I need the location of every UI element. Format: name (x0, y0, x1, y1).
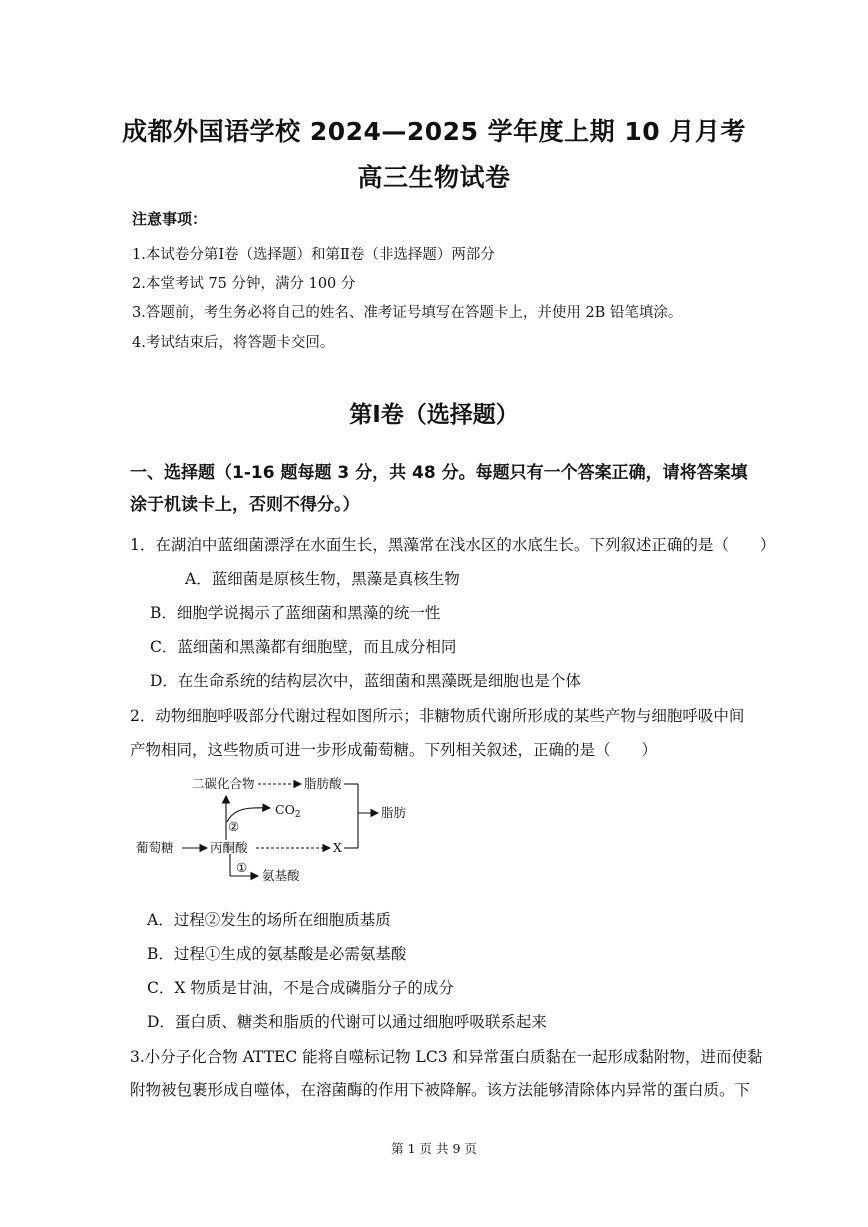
question-1-option-a: A．蓝细菌是原核生物，黑藻是真核生物 (185, 570, 460, 588)
question-1-option-d: D．在生命系统的结构层次中，蓝细菌和黑藻既是细胞也是个体 (150, 672, 581, 690)
metabolism-diagram (130, 770, 420, 890)
diagram-label-pyruvate: 丙酮酸 (210, 840, 248, 855)
question-1-option-b: B．细胞学说揭示了蓝细菌和黑藻的统一性 (150, 604, 441, 622)
note-item: 1.本试卷分第Ⅰ卷（选择题）和第Ⅱ卷（非选择题）两部分 (132, 247, 495, 263)
diagram-label-fat: 脂肪 (381, 805, 407, 820)
page-number: 第 1 页 共 9 页 (391, 1141, 477, 1156)
diagram-label-x: X (333, 840, 342, 855)
question-3-stem-line1: 3.小分子化合物 ATTEC 能将自噬标记物 LC3 和异常蛋白质黏在一起形成黏附物，进而使黏 (130, 1048, 763, 1066)
question-2-stem-line1: 2．动物细胞呼吸部分代谢过程如图所示；非糖物质代谢所形成的某些产物与细胞呼吸中间 (130, 707, 745, 725)
diagram-label-fatty-acid: 脂肪酸 (304, 776, 342, 791)
exam-title-line1: 成都外国语学校 2024—2025 学年度上期 10 月月考 (122, 117, 746, 146)
question-2-option-c: C．X 物质是甘油，不是合成磷脂分子的成分 (147, 979, 454, 997)
diagram-label-amino-acid: 氨基酸 (262, 868, 300, 883)
question-3-stem-line2: 附物被包裹形成自噬体，在溶菌酶的作用下被降解。该方法能够清除体内异常的蛋白质。下 (130, 1081, 751, 1099)
section1-heading-line1: 一、选择题（1-16 题每题 3 分，共 48 分。每题只有一个答案正确，请将答案填 (130, 463, 748, 483)
question-2-option-d: D．蛋白质、糖类和脂质的代谢可以通过细胞呼吸联系起来 (147, 1013, 547, 1031)
diagram-label-co2: $CO_2$ (275, 802, 301, 820)
question-1-stem: 1．在湖泊中蓝细菌漂浮在水面生长，黑藻常在浅水区的水底生长。下列叙述正确的是（ ） (130, 536, 776, 554)
note-item: 3.答题前，考生务必将自己的姓名、准考证号填写在答题卡上，并使用 2B 铅笔填涂。 (132, 305, 683, 321)
diagram-label-step2: ② (228, 819, 240, 834)
question-2-option-b: B．过程①生成的氨基酸是必需氨基酸 (147, 945, 407, 963)
notes-heading: 注意事项： (132, 210, 208, 228)
question-2-stem-line2: 产物相同，这些物质可进一步形成葡萄糖。下列相关叙述，正确的是（ ） (130, 741, 658, 759)
diagram-label-step1: ① (236, 860, 248, 875)
part1-title: 第Ⅰ卷（选择题） (349, 402, 519, 428)
question-1-option-c: C．蓝细菌和黑藻都有细胞壁，而且成分相同 (150, 638, 457, 656)
diagram-label-two-carbon: 二碳化合物 (192, 776, 255, 791)
note-item: 2.本堂考试 75 分钟，满分 100 分 (132, 276, 356, 292)
diagram-label-glucose: 葡萄糖 (136, 840, 174, 855)
section1-heading-line2: 涂于机读卡上，否则不得分。） (130, 495, 360, 515)
question-2-option-a: A．过程②发生的场所在细胞质基质 (147, 911, 391, 929)
note-item: 4.考试结束后，将答题卡交回。 (132, 335, 335, 351)
exam-title-line2: 高三生物试卷 (357, 163, 511, 192)
